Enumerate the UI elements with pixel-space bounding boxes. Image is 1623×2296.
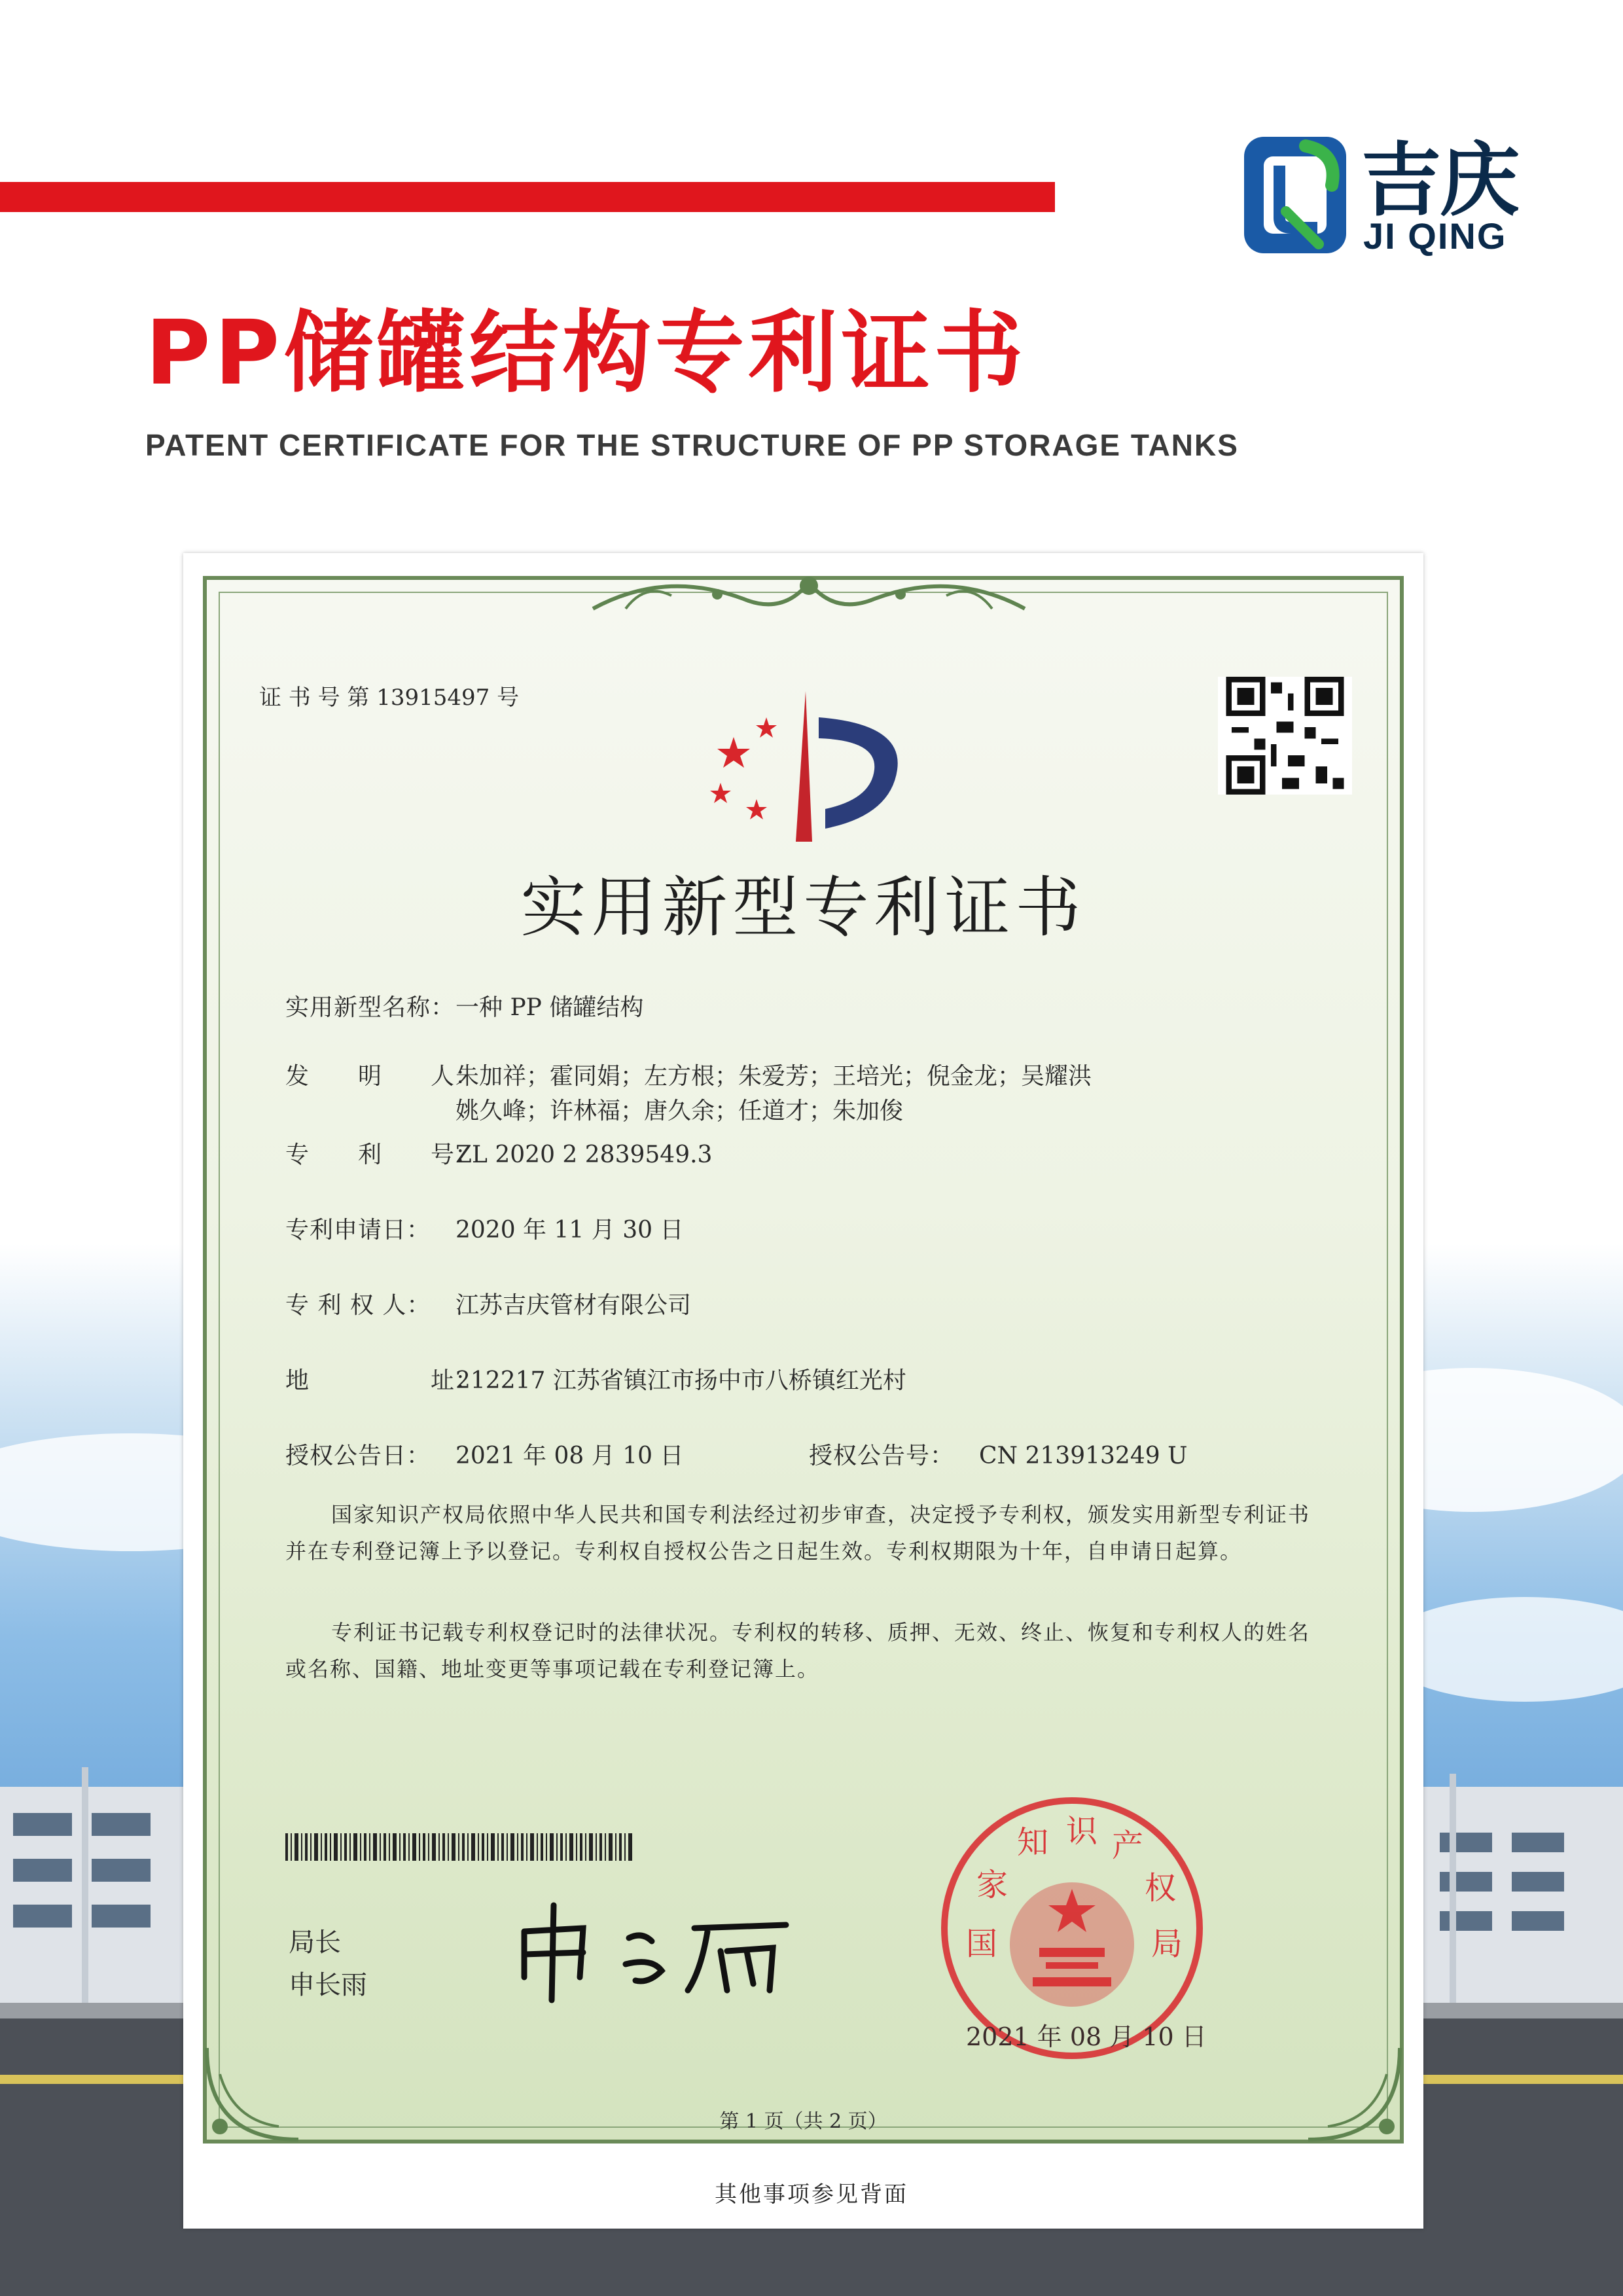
corner-ornament-icon [194, 2035, 312, 2153]
seal-char: 国 [965, 1926, 998, 1962]
field-label: 实用新型名称： [285, 994, 455, 1021]
field-label: 专 利 号： [285, 1141, 480, 1168]
field-value: ZL 2020 2 2839549.3 [455, 1141, 713, 1168]
page-subtitle: PATENT CERTIFICATE FOR THE STRUCTURE OF PP STORAGE TANKS [145, 428, 1239, 462]
application-date-row [285, 1211, 683, 1245]
field-value: 一种 PP 储罐结构 [455, 994, 644, 1021]
director-name: 申长雨 [289, 1970, 367, 2000]
inventors-row [285, 1058, 1092, 1091]
page-title: PP储罐结构专利证书 [145, 302, 1027, 405]
field-label: 专 利 权 人： [285, 1292, 431, 1319]
seal-char: 家 [976, 1867, 1008, 1903]
top-ornament-icon [586, 563, 1031, 622]
page-info: 第 1 页（共 2 页） [719, 2110, 887, 2133]
brand-name-en: JI QING [1363, 215, 1507, 257]
seal-char: 产 [1111, 1827, 1144, 1864]
patent-certificate [203, 576, 1404, 2144]
statement-paragraph-1: 国家知识产权局依照中华人民共和国专利法经过初步审查，决定授予专利权，颁发实用新型专利证书并在专利登记簿上予以登记。专利权自授权公告之日起生效。专利权期限为十年，自申请日起算。 [285, 1502, 1311, 1564]
director-signature-icon [511, 1892, 825, 2003]
field-value: 姚久峰；许林福；唐久余；任道才；朱加俊 [455, 1098, 904, 1124]
director-title: 局长 [289, 1928, 341, 1958]
grant-date-row [285, 1437, 683, 1471]
qr-code-icon [1218, 677, 1352, 795]
patentee-row [285, 1287, 691, 1320]
seal-date: 2021 年 08 月 10 日 [966, 2022, 1207, 2051]
patent-office-emblem-icon [694, 678, 910, 868]
statement-paragraph-2: 专利证书记载专利权登记时的法律状况。专利权的转移、质押、无效、终止、恢复和专利权人的姓名或名称、国籍、地址变更等事项记载在专利登记簿上。 [285, 1620, 1311, 1681]
company-logo [1240, 133, 1528, 257]
field-label: 发 明 人： [285, 1063, 480, 1090]
field-label: 授权公告日： [285, 1443, 431, 1469]
field-value: 2021 年 08 月 10 日 [455, 1443, 684, 1469]
corner-ornament-icon [1295, 2035, 1413, 2153]
seal-char: 局 [1150, 1926, 1183, 1962]
certificate-heading: 实用新型专利证书 [520, 869, 1086, 946]
seal-char: 识 [1065, 1813, 1098, 1850]
certificate-number: 证 书 号 第 13915497 号 [259, 685, 520, 711]
grant-number-row [809, 1437, 1187, 1471]
header-red-bar [0, 182, 1055, 212]
address-row [285, 1362, 906, 1395]
field-label: 授权公告号： [809, 1443, 955, 1469]
seal-char: 权 [1144, 1870, 1177, 1907]
logo-mark-icon [1240, 133, 1350, 257]
back-side-note: 其他事项参见背面 [715, 2181, 908, 2208]
inventors-row-continued [455, 1092, 903, 1126]
utility-model-name-row [285, 989, 643, 1022]
brand-name-cn: 吉庆 [1361, 134, 1518, 227]
field-label: 专利申请日： [285, 1217, 431, 1244]
field-value: 212217 江苏省镇江市扬中市八桥镇红光村 [455, 1367, 906, 1394]
seal-char: 知 [1016, 1824, 1049, 1861]
field-value: CN 213913249 U [979, 1443, 1188, 1469]
patent-number-row [285, 1136, 712, 1170]
field-value: 江苏吉庆管材有限公司 [455, 1292, 692, 1319]
field-label: 地 址： [285, 1367, 480, 1394]
field-value: 2020 年 11 月 30 日 [455, 1217, 684, 1244]
barcode-icon [285, 1833, 632, 1861]
field-value: 朱加祥；霍同娟；左方根；朱爱芳；王培光；倪金龙；吴耀洪 [455, 1063, 1092, 1090]
